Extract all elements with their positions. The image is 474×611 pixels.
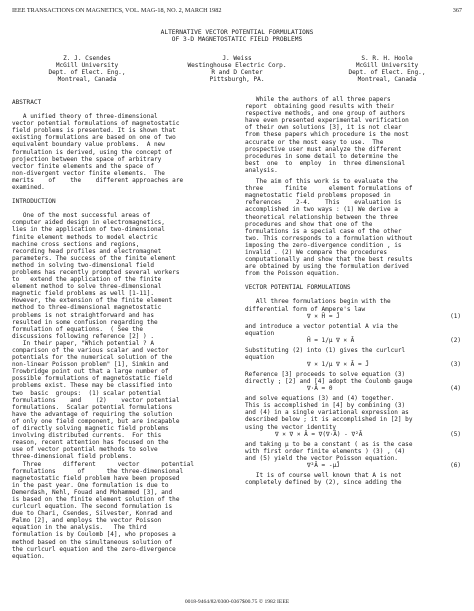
text-line: The aim of this work is to evaluate the [245,178,398,186]
text-line: three finite element formulations of [245,185,413,193]
text-line: projection between the space of arbitrary [12,155,162,163]
paragraph-after-eq1 [245,323,465,337]
text-line: potentials for the numerical solution of the [12,354,173,362]
text-line: and (4) in a single variational expression as [245,409,409,417]
author-department: Dept. of Elect. Eng., [48,69,126,76]
paragraph-vp-intro [245,298,465,312]
text-line: report obtaining good results with their [245,103,395,111]
text-line: non-divergent vector finite elements. The [12,169,165,177]
author-location: Montreal, Canada [357,76,417,83]
author-location: Pittsburgh, PA. [209,76,265,83]
equation-3 [245,361,465,371]
text-line: accomplished in two ways : (1) We derive a [245,206,398,214]
text-line: prospective user must analyze the different [245,145,402,153]
author-location: Montreal, Canada [57,76,117,83]
author-department: R and D Center [211,69,263,76]
text-line: examined. [12,184,45,192]
equation-2 [245,337,465,347]
text-line: involving distributed currents. For this [12,432,162,440]
equation-number: (5) [450,430,461,438]
text-line: from these papers which procedure is the most [245,131,409,139]
text-line: the curlcurl equation and the zero-divergence [12,545,176,553]
abstract-heading: ABSTRACT [12,99,42,106]
text-line: However, the extension of the finite element [12,297,173,305]
paragraph-after-eq6 [245,472,465,486]
text-line: vector potential formulations of magnetostatic [12,120,180,128]
text-line: three-dimensional field problems. [12,453,133,461]
text-line: two basic groups: (1) scalar potential [12,389,162,397]
text-line: method in solving two-dimensional field [12,261,154,269]
paper-title [0,29,474,43]
title-line-1: ALTERNATIVE VECTOR POTENTIAL FORMULATIONS [160,29,314,36]
text-line: using the vector identity [245,423,337,431]
text-line: method to three-dimensional magnetostatic [12,304,162,312]
right-column [245,96,465,486]
text-line: Demerdash, Nehl, Fouad and Mohammed [3], and [12,488,173,496]
text-line: in the past year. One formulation is due to [12,481,169,489]
text-line: Trowbridge point out that a large number of [12,368,169,376]
page-header [12,7,462,19]
text-line: of their own solutions [3], it is not clear [245,124,402,132]
author-affiliation: McGill University [55,62,119,69]
text-line: vector finite elements and the space of [12,162,154,170]
text-line: non-linear Poisson problem" [1], Simkin and [12,361,169,369]
author-department: Dept. of Elect. Eng., [348,69,426,76]
text-line: two. This corresponds to a formulation without [245,234,413,242]
paragraph-after-eq2 [245,347,465,361]
equation-body: ∇·Ā = 0 [307,385,333,393]
text-line: formulation is by Coulomb [4], who proposes a [12,531,176,539]
text-line: and solve equations (3) and (4) together. [245,395,395,403]
left-column [12,96,232,560]
page-number: 367 [452,7,462,14]
text-line: described below ; it is accomplished in [2] by [245,416,413,424]
paragraph-methods-comparison [245,96,465,174]
text-line: A unified theory of three-dimensional [12,113,158,121]
text-line: theoretical relationship between the three [245,213,398,221]
text-line: machine cross sections and regions, [12,240,140,248]
equation-5 [245,431,465,441]
text-line: formulations is a special case of the other [245,227,402,235]
text-line: directly ; [2] and [4] adopt the Coulomb gauge [245,378,413,386]
equation-number: (6) [450,461,461,469]
text-line: to extend the application of the finite [12,276,162,284]
text-line: use of vector potential methods to solve [12,446,158,454]
text-line: One of the most successful areas of [12,212,151,220]
text-line: computationally and show that the best results [245,256,413,264]
text-line: formulations of the three-dimensional [12,467,184,475]
equation-body: ∇²Ā = -μJ̄ [307,461,340,469]
text-line: differential form of Ampere's law [245,305,366,313]
text-line: problems exist. These may be classified into [12,382,173,390]
equation-number: (3) [450,361,461,368]
text-line: imposing the zero-divergence condition , is [245,241,402,249]
vector-potential-heading: VECTOR POTENTIAL FORMULATIONS [245,284,351,292]
text-line: equation [245,353,275,361]
text-line: best one to employ in three dimensional [245,159,406,167]
text-line: resulted in some confusion regarding the [12,318,158,326]
equation-body: ∇ × H̄ = J̄ [307,312,340,320]
title-line-2: OF 3-D MAGNETOSTATIC FIELD PROBLEMS [171,36,303,44]
equation-6 [245,462,465,472]
text-line: problems has recently prompted several workers [12,268,180,276]
author-name: S. R. H. Hoole [361,55,413,62]
text-line: magnetic field problems as well [1-11]. [12,290,154,298]
text-line: Substituting (2) into (1) gives the curlcurl [245,346,406,354]
text-line: equation [245,329,275,337]
text-line: and taking μ to be a constant ( as is the case [245,440,413,448]
text-line: While the authors of all three papers [245,96,391,103]
text-line: and (5) yield the vector Poisson equation. [245,454,398,462]
text-line: equation. [12,552,45,560]
text-line: completely defined by (2), since adding the [245,479,402,487]
paragraph-aim [245,178,465,277]
author-3 [312,55,462,83]
text-line: formulation is derived, using the concept of [12,148,173,156]
equation-body: ∇ × ∇ × Ā = ∇(∇·Ā) - ∇²Ā [275,430,363,438]
text-line: This is accomplished in [4] by combining (3) [245,402,406,410]
introduction-body [12,212,232,560]
text-line: It is of course well known that Ā is not [245,471,402,479]
journal-citation: IEEE TRANSACTIONS ON MAGNETICS, VOL. MAG-18, NO. 2, MARCH 1982 [12,7,222,14]
text-line: discussions following reference [2] ) . [12,332,154,340]
text-line: curlcurl equation. The second formulation is [12,503,173,511]
text-line: with first order finite elements ) (3) , (4) [245,447,406,455]
paragraph-after-eq4 [245,395,465,430]
author-name: Z. J. Csendes [63,55,111,62]
equation-1 [245,313,465,323]
text-line: formulations. Scalar potential formulations [12,403,173,411]
paragraph-after-eq3 [245,371,465,385]
equation-number: (1) [450,312,461,320]
text-line: All three formulations begin with the [245,298,391,306]
text-line: finite element methods to model electric [12,233,158,241]
text-line: is based on the finite element solution of the [12,495,180,503]
text-line: reason, recent attention has focused on the [12,439,169,447]
text-line: of only one field component, but are incapable [12,417,180,425]
text-line: problems is not straightforward and has [12,311,154,319]
text-line: equation in the analysis. The third [12,524,147,532]
text-line: of directly solving magnetic field problems [12,425,169,433]
author-affiliation: McGill University [355,62,419,69]
abstract-body [12,113,232,191]
text-line: computer aided design in electromagnetics, [12,219,165,227]
text-line: due to Chari, Csendes, Silvester, Konrad and [12,510,173,518]
author-affiliation: Westinghouse Electric Corp. [187,62,287,69]
text-line: invalid . (2) We compare the procedures [245,248,387,256]
text-line: respective methods, and one group of authors [245,110,406,118]
text-line: procedures and show that one of the [245,220,373,228]
text-line: and introduce a vector potential Ā via the [245,322,398,330]
text-line: have the advantage of requiring the solution [12,410,173,418]
text-line: merits of the different approaches are [12,176,184,184]
text-line: Palmo [2], and employs the vector Poisson [12,517,162,525]
text-line: Reference [3] proceeds to solve equation (3) [245,371,406,378]
introduction-heading: INTRODUCTION [12,198,56,206]
text-line: possible formulations of magnetostatic field [12,375,173,383]
text-line: existing formulations are based on one of two [12,134,176,142]
equation-4 [245,385,465,395]
copyright-footer: 0018-9464/82/0300-0367$00.75 © 1982 IEEE [184,599,290,605]
text-line: field problems is presented. It is shown that [12,127,176,135]
text-line: are obtained by using the formulation derived [245,263,409,271]
text-line: method based on the simultaneous solution of [12,538,173,546]
text-line: analysis. [245,166,278,174]
text-line: comparison of the various scalar and vector [12,347,169,354]
text-line: accurate or the most easy to use. The [245,138,384,146]
text-line: equivalent boundary value problems. A new [12,141,165,149]
equation-body: ∇ × 1/μ ∇ × Ā = J̄ [307,361,369,368]
text-line: In their paper, "Which potential ? A [12,339,154,347]
equation-number: (2) [450,336,461,344]
author-1 [12,55,162,83]
text-line: have even presented experimental verification [245,117,409,125]
text-line: from the Poisson equation. [245,270,340,278]
author-block [12,55,462,97]
text-line: recording head profiles and electromagnet [12,247,162,255]
text-line: lies in the application of two-dimensional [12,226,165,234]
text-line: Three different vector potential [12,460,195,468]
paragraph-after-eq5 [245,441,465,462]
text-line: formulation of equations. ( See the [12,325,144,333]
text-line: procedures in some detail to determine the [245,152,398,160]
text-line: formulations and (2) vector potential [12,396,180,404]
equation-body: H̄ = 1/μ ∇ × Ā [307,336,355,344]
text-line: magnetostatic field problem have been proposed [12,474,180,482]
author-name: J. Weiss [222,55,252,62]
equation-number: (4) [450,385,461,393]
author-2 [162,55,312,83]
text-line: parameters. The success of the finite element [12,254,176,262]
text-line: references 2-4. This evaluation is [245,199,402,207]
text-line: element method to solve three-dimensional [12,283,162,291]
text-line: magnetostatic field problems proposed in [245,192,391,200]
